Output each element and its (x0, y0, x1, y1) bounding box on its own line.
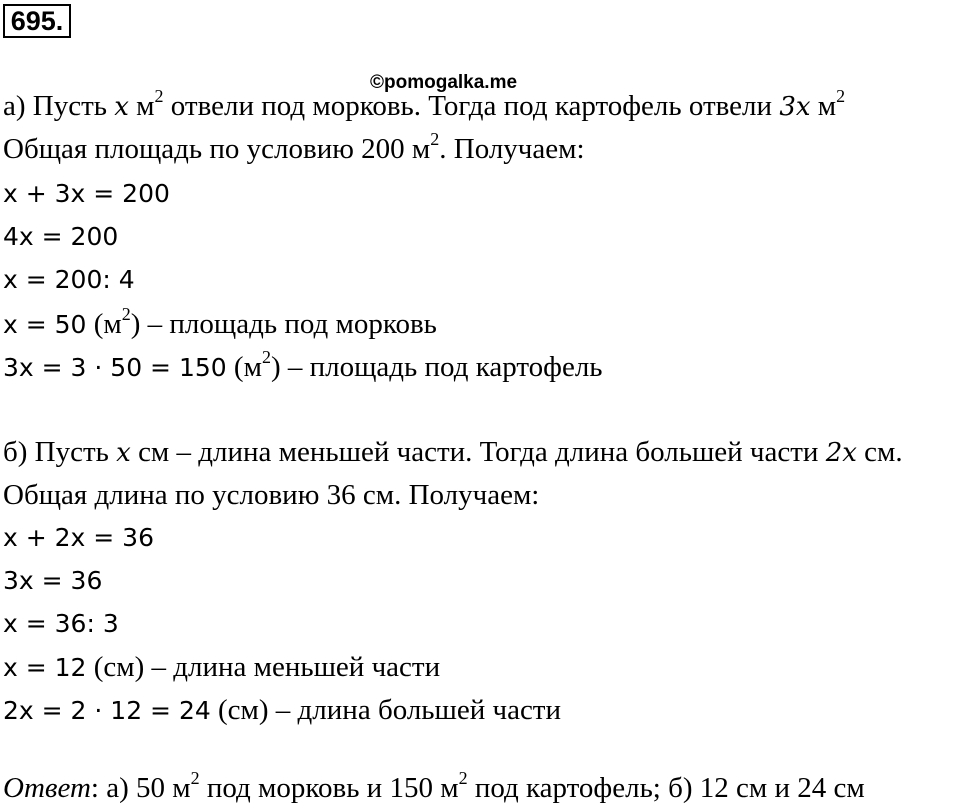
problem-number: 695. (3, 4, 71, 38)
part-a-equation-5: 3x = 3 · 50 = 150 $(м^2)$ – площадь под картофель (3, 347, 603, 383)
part-b-equation-2: 3x = 36 (3, 566, 103, 595)
part-a-equation-2: 4x = 200 (3, 222, 119, 251)
watermark: ©pomogalka.me (370, 72, 518, 93)
part-b-intro: б) Пусть x см – длина меньшей части. Тогда длина большей части 2x см. (3, 436, 903, 468)
part-b-equation-3: x = 36: 3 (3, 609, 119, 638)
part-a-condition: Общая площадь по условию 200 $м^2$. Получаем: (3, 129, 585, 165)
answer-label: Ответ (3, 772, 91, 804)
part-b-equation-1: x + 2x = 36 (3, 523, 154, 552)
part-b-condition: Общая длина по условию 36 см. Получаем: (3, 479, 540, 511)
part-b-equation-5: 2x = 2 · 12 = 24 (см) – длина большей части (3, 694, 562, 726)
part-b-equation-4: x = 12 (см) – длина меньшей части (3, 651, 441, 683)
part-a-equation-3: x = 200: 4 (3, 265, 135, 294)
part-a-equation-1: x + 3x = 200 (3, 179, 170, 208)
part-a-equation-4: x = 50 $(м^2)$ – площадь под морковь (3, 304, 437, 340)
part-a-intro: а) Пусть x $м^2$ отвели под морковь. Тогда под картофель отвели 3x $м^2$ (3, 86, 846, 122)
answer-line: Ответ: а) 50 $м^2$ под морковь и 150 $м^2$ под картофель; б) 12 см и 24 см (3, 768, 865, 804)
